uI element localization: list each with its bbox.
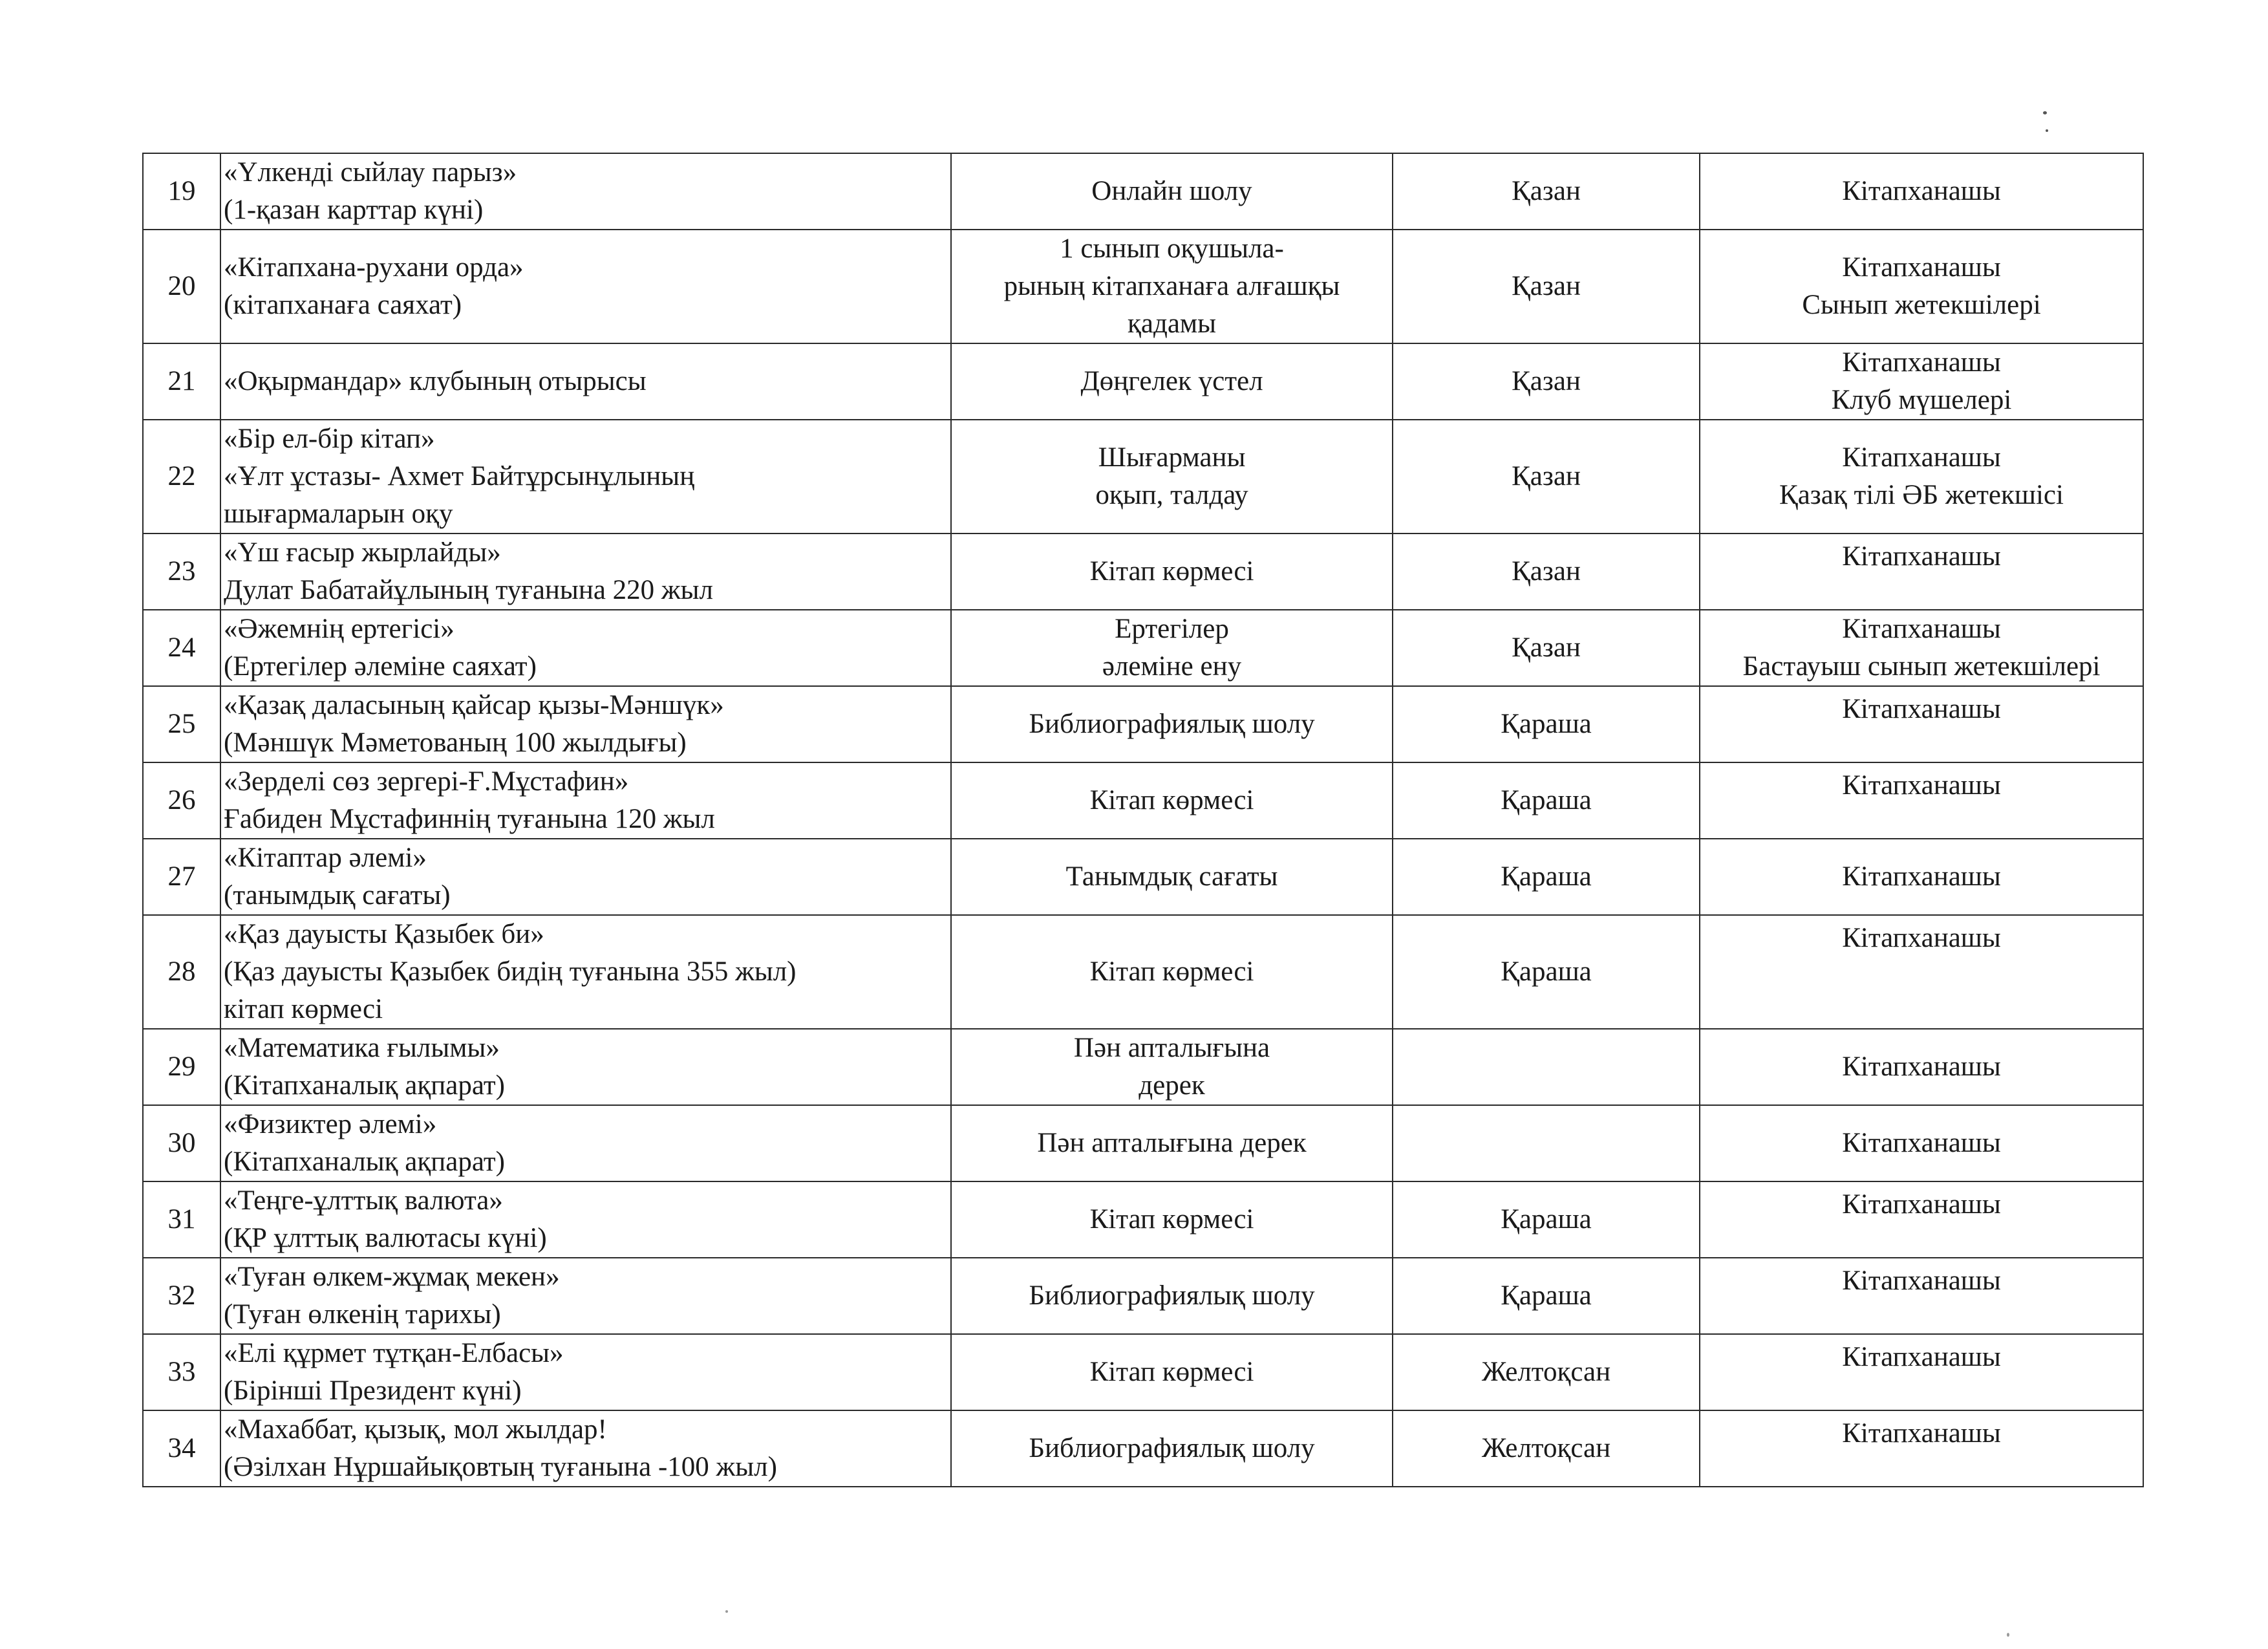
row-number: 23 (143, 534, 220, 610)
event-responsible (1700, 610, 2143, 686)
event-form-line: Кітап көрмесі (1089, 1357, 1254, 1387)
event-responsible-line: Кітапханашы (1842, 442, 2001, 473)
event-title (220, 762, 951, 839)
event-title-line: шығармаларын оқу (224, 499, 453, 529)
event-title (220, 1029, 951, 1105)
event-responsible-line: Кітапханашы (1842, 1051, 2001, 1082)
event-responsible-line: Кітапханашы (1842, 176, 2001, 206)
event-form (951, 1334, 1393, 1410)
event-title-line: «Бір ел-бір кітап» (224, 424, 435, 454)
event-title (220, 1258, 951, 1334)
row-number: 20 (143, 230, 220, 343)
event-responsible-line: Кітапханашы (1842, 252, 2001, 283)
event-date: Қазан (1393, 343, 1700, 420)
event-responsible-line: Бастауыш сынып жетекшілері (1742, 651, 2101, 682)
event-title-line: Ғабиден Мұстафиннің туғанына 120 жыл (224, 804, 715, 834)
event-title-line: «Физиктер әлемі» (224, 1109, 437, 1139)
table-row (143, 1334, 2143, 1410)
events-table (142, 153, 2144, 1487)
event-title (220, 1105, 951, 1181)
event-form-line: қадамы (1127, 308, 1217, 339)
event-form-line: Библиографиялық шолу (1029, 1433, 1315, 1463)
row-number: 24 (143, 610, 220, 686)
event-title-line: (Бірінші Президент күні) (224, 1375, 522, 1406)
event-title (220, 420, 951, 534)
event-date: Қазан (1393, 610, 1700, 686)
scan-speck (2043, 111, 2047, 114)
table-row (143, 1410, 2143, 1487)
event-title (220, 230, 951, 343)
event-title-line: Дулат Бабатайұлының туғанына 220 жыл (224, 575, 713, 605)
row-number: 30 (143, 1105, 220, 1181)
event-title-line: (Мәншүк Мәметованың 100 жылдығы) (224, 727, 687, 758)
event-date: Қазан (1393, 153, 1700, 230)
event-form-line: Кітап көрмесі (1089, 556, 1254, 587)
event-responsible (1700, 839, 2143, 915)
table-row (143, 534, 2143, 610)
event-responsible (1700, 343, 2143, 420)
event-responsible-line: Кітапханашы (1842, 541, 2001, 572)
event-title-line: (Қаз дауысты Қазыбек бидің туғанына 355 жыл) (224, 956, 797, 987)
scan-speck (725, 1610, 728, 1613)
event-title (220, 915, 951, 1029)
event-form (951, 1258, 1393, 1334)
event-form-line: Танымдық сағаты (1065, 861, 1278, 892)
event-title (220, 839, 951, 915)
event-title (220, 610, 951, 686)
event-form (951, 420, 1393, 534)
table-row (143, 1258, 2143, 1334)
table-row (143, 1029, 2143, 1105)
event-form-line: 1 сынып оқушыла- (1060, 233, 1284, 264)
event-date (1393, 1105, 1700, 1181)
event-title-line: кітап көрмесі (224, 994, 383, 1024)
event-title-line: «Кітапхана-рухани орда» (224, 252, 524, 283)
event-form (951, 1029, 1393, 1105)
event-responsible (1700, 762, 2143, 839)
event-form (951, 230, 1393, 343)
event-form-line: Библиографиялық шолу (1029, 1280, 1315, 1311)
row-number: 27 (143, 839, 220, 915)
event-title-line: «Елі құрмет тұтқан-Елбасы» (224, 1338, 564, 1368)
events-table-body (143, 153, 2143, 1487)
event-title (220, 1181, 951, 1258)
row-number: 34 (143, 1410, 220, 1487)
event-title-line: «Үш ғасыр жырлайды» (224, 537, 501, 568)
event-responsible-line: Кітапханашы (1842, 1418, 2001, 1449)
event-title-line: (Ертегілер әлеміне саяхат) (224, 651, 537, 682)
event-responsible-line: Кітапханашы (1842, 1189, 2001, 1220)
event-title-line: «Зерделі сөз зергері-Ғ.Мұстафин» (224, 766, 629, 797)
event-title-line: «Қаз дауысты Қазыбек би» (224, 919, 544, 949)
event-responsible (1700, 1105, 2143, 1181)
event-form (951, 686, 1393, 762)
table-row (143, 153, 2143, 230)
event-title-line: «Үлкенді сыйлау парыз» (224, 157, 517, 188)
row-number: 29 (143, 1029, 220, 1105)
event-title-line: (Кітапханалық ақпарат) (224, 1070, 505, 1101)
event-responsible (1700, 534, 2143, 610)
event-responsible-line: Кітапханашы (1842, 1342, 2001, 1372)
event-form (951, 1181, 1393, 1258)
event-date: Қазан (1393, 230, 1700, 343)
scan-speck (2046, 129, 2048, 132)
event-form-line: Шығарманы (1098, 442, 1246, 473)
event-responsible-line: Кітапханашы (1842, 614, 2001, 644)
table-row (143, 1181, 2143, 1258)
event-responsible (1700, 153, 2143, 230)
event-responsible (1700, 686, 2143, 762)
event-form-line: рының кітапханаға алғашқы (1003, 271, 1340, 301)
event-title-line: «Қазақ даласының қайсар қызы-Мәншүк» (224, 690, 724, 720)
event-form (951, 610, 1393, 686)
event-form-line: Пән апталығына (1073, 1033, 1270, 1063)
event-responsible-line: Кітапханашы (1842, 694, 2001, 724)
table-row (143, 839, 2143, 915)
row-number: 32 (143, 1258, 220, 1334)
event-form (951, 1105, 1393, 1181)
table-row (143, 1105, 2143, 1181)
event-title-line: (Әзілхан Нұршайықовтың туғанына -100 жыл) (224, 1452, 777, 1482)
event-title-line: (Кітапханалық ақпарат) (224, 1147, 505, 1177)
event-form-line: Кітап көрмесі (1089, 1204, 1254, 1234)
row-number: 28 (143, 915, 220, 1029)
event-form-line: Онлайн шолу (1091, 176, 1252, 206)
event-responsible-line: Кітапханашы (1842, 861, 2001, 892)
event-title-line: «Әжемнің ертегісі» (224, 614, 455, 644)
event-form (951, 762, 1393, 839)
table-row (143, 762, 2143, 839)
event-title (220, 1410, 951, 1487)
event-date: Қазан (1393, 420, 1700, 534)
event-responsible (1700, 1334, 2143, 1410)
event-form-line: дерек (1139, 1070, 1205, 1101)
event-responsible-line: Сынып жетекшілері (1802, 290, 2041, 320)
event-responsible (1700, 1029, 2143, 1105)
event-title-line: «Оқырмандар» клубының отырысы (224, 366, 647, 396)
row-number: 33 (143, 1334, 220, 1410)
event-date: Қазан (1393, 534, 1700, 610)
event-date: Қараша (1393, 1258, 1700, 1334)
event-form (951, 534, 1393, 610)
event-form (951, 343, 1393, 420)
event-date: Желтоқсан (1393, 1334, 1700, 1410)
event-title-line: «Туған өлкем-жұмақ мекен» (224, 1262, 560, 1292)
table-row (143, 420, 2143, 534)
event-date: Қараша (1393, 915, 1700, 1029)
event-form-line: Кітап көрмесі (1089, 785, 1254, 815)
event-responsible (1700, 915, 2143, 1029)
event-title-line: (ҚР ұлттық валютасы күні) (224, 1223, 547, 1253)
event-responsible (1700, 230, 2143, 343)
event-date: Қараша (1393, 839, 1700, 915)
event-responsible-line: Кітапханашы (1842, 923, 2001, 953)
row-number: 26 (143, 762, 220, 839)
event-form-line: оқып, талдау (1095, 480, 1248, 510)
row-number: 25 (143, 686, 220, 762)
event-date: Қараша (1393, 1181, 1700, 1258)
row-number: 31 (143, 1181, 220, 1258)
event-form (951, 1410, 1393, 1487)
event-responsible (1700, 1258, 2143, 1334)
event-date: Желтоқсан (1393, 1410, 1700, 1487)
event-responsible-line: Кітапханашы (1842, 1266, 2001, 1296)
table-row (143, 686, 2143, 762)
event-title-line: (кітапханаға саяхат) (224, 290, 462, 320)
event-form-line: Библиографиялық шолу (1029, 709, 1315, 739)
event-form (951, 915, 1393, 1029)
row-number: 21 (143, 343, 220, 420)
event-responsible-line: Кітапханашы (1842, 347, 2001, 378)
event-title-line: «Теңге-ұлттық валюта» (224, 1185, 503, 1216)
event-responsible (1700, 1410, 2143, 1487)
event-responsible-line: Клуб мүшелері (1831, 385, 2012, 415)
row-number: 22 (143, 420, 220, 534)
event-title-line: «Махаббат, қызық, мол жылдар! (224, 1414, 607, 1445)
event-responsible-line: Кітапханашы (1842, 1128, 2001, 1158)
table-row (143, 230, 2143, 343)
table-row (143, 915, 2143, 1029)
scan-speck (2007, 1633, 2009, 1637)
event-form-line: Кітап көрмесі (1089, 956, 1254, 987)
event-date: Қараша (1393, 686, 1700, 762)
event-title (220, 343, 951, 420)
event-title (220, 153, 951, 230)
event-responsible-line: Қазақ тілі ӘБ жетекшісі (1779, 480, 2064, 510)
event-title-line: (1-қазан карттар күні) (224, 195, 484, 225)
event-responsible (1700, 1181, 2143, 1258)
event-title (220, 1334, 951, 1410)
row-number: 19 (143, 153, 220, 230)
event-form-line: Ертегілер (1115, 614, 1229, 644)
event-form-line: Пән апталығына дерек (1037, 1128, 1307, 1158)
table-row (143, 343, 2143, 420)
event-title (220, 686, 951, 762)
event-form (951, 153, 1393, 230)
event-title-line: «Математика ғылымы» (224, 1033, 500, 1063)
event-form-line: әлеміне ену (1102, 651, 1242, 682)
event-responsible (1700, 420, 2143, 534)
event-form (951, 839, 1393, 915)
table-row (143, 610, 2143, 686)
event-form-line: Дөңгелек үстел (1080, 366, 1263, 396)
event-title-line: (танымдық сағаты) (224, 880, 451, 911)
event-responsible-line: Кітапханашы (1842, 770, 2001, 801)
event-title-line: (Туған өлкенің тарихы) (224, 1299, 501, 1330)
event-title-line: «Кітаптар әлемі» (224, 843, 427, 873)
event-title-line: «Ұлт ұстазы- Ахмет Байтұрсынұлының (224, 461, 695, 491)
event-date (1393, 1029, 1700, 1105)
event-title (220, 534, 951, 610)
event-date: Қараша (1393, 762, 1700, 839)
